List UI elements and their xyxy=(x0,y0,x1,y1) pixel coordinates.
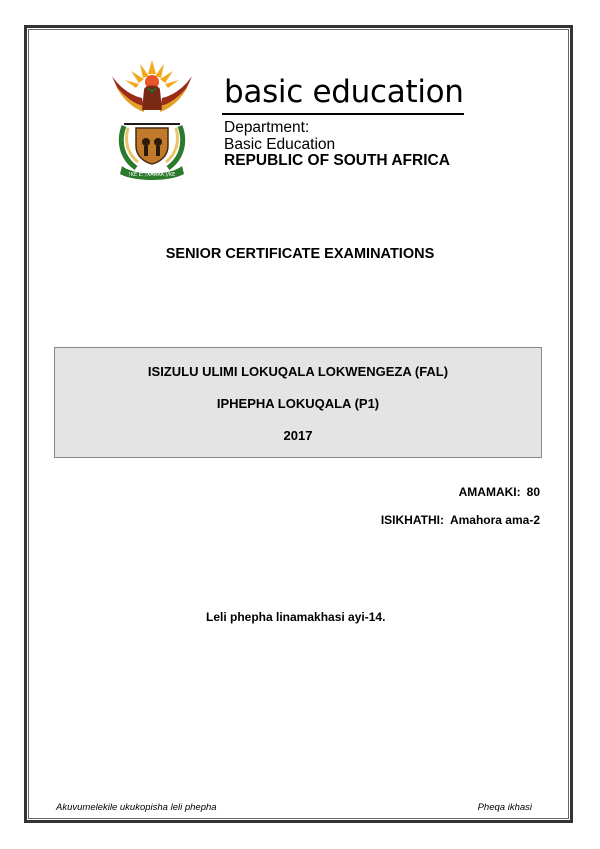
department-label: Department: xyxy=(224,119,310,136)
coat-of-arms-icon xyxy=(104,58,200,180)
svg-text:!KE E: /XARRA //KE: !KE E: /XARRA //KE xyxy=(128,172,176,178)
marks-label: AMAMAKI: xyxy=(458,485,521,499)
time-value: Amahora ama-2 xyxy=(449,513,540,527)
brand-title: basic education xyxy=(224,74,464,110)
marks-row xyxy=(459,485,540,499)
page-count-note: Leli phepha linamakhasi ayi-14. xyxy=(206,610,386,624)
paper-number: IPHEPHA LOKUQALA (P1) xyxy=(216,396,380,411)
subject-name: ISIZULU ULIMI LOKUQALA LOKWENGEZA (FAL) xyxy=(147,364,449,379)
time-row xyxy=(381,513,540,527)
turn-over-note: Pheqa ikhasi xyxy=(477,802,532,813)
copyright-notice: Akuvumelekile ukukopisha leli phepha xyxy=(56,802,217,813)
time-label: ISIKHATHI: xyxy=(380,513,444,527)
subject-box xyxy=(54,347,542,458)
country-name: REPUBLIC OF SOUTH AFRICA xyxy=(224,152,450,169)
exam-year: 2017 xyxy=(283,428,313,443)
exam-title: SENIOR CERTIFICATE EXAMINATIONS xyxy=(165,246,435,262)
marks-value: 80 xyxy=(526,485,540,499)
department-name: Basic Education xyxy=(224,136,336,153)
brand-underline xyxy=(222,113,464,115)
